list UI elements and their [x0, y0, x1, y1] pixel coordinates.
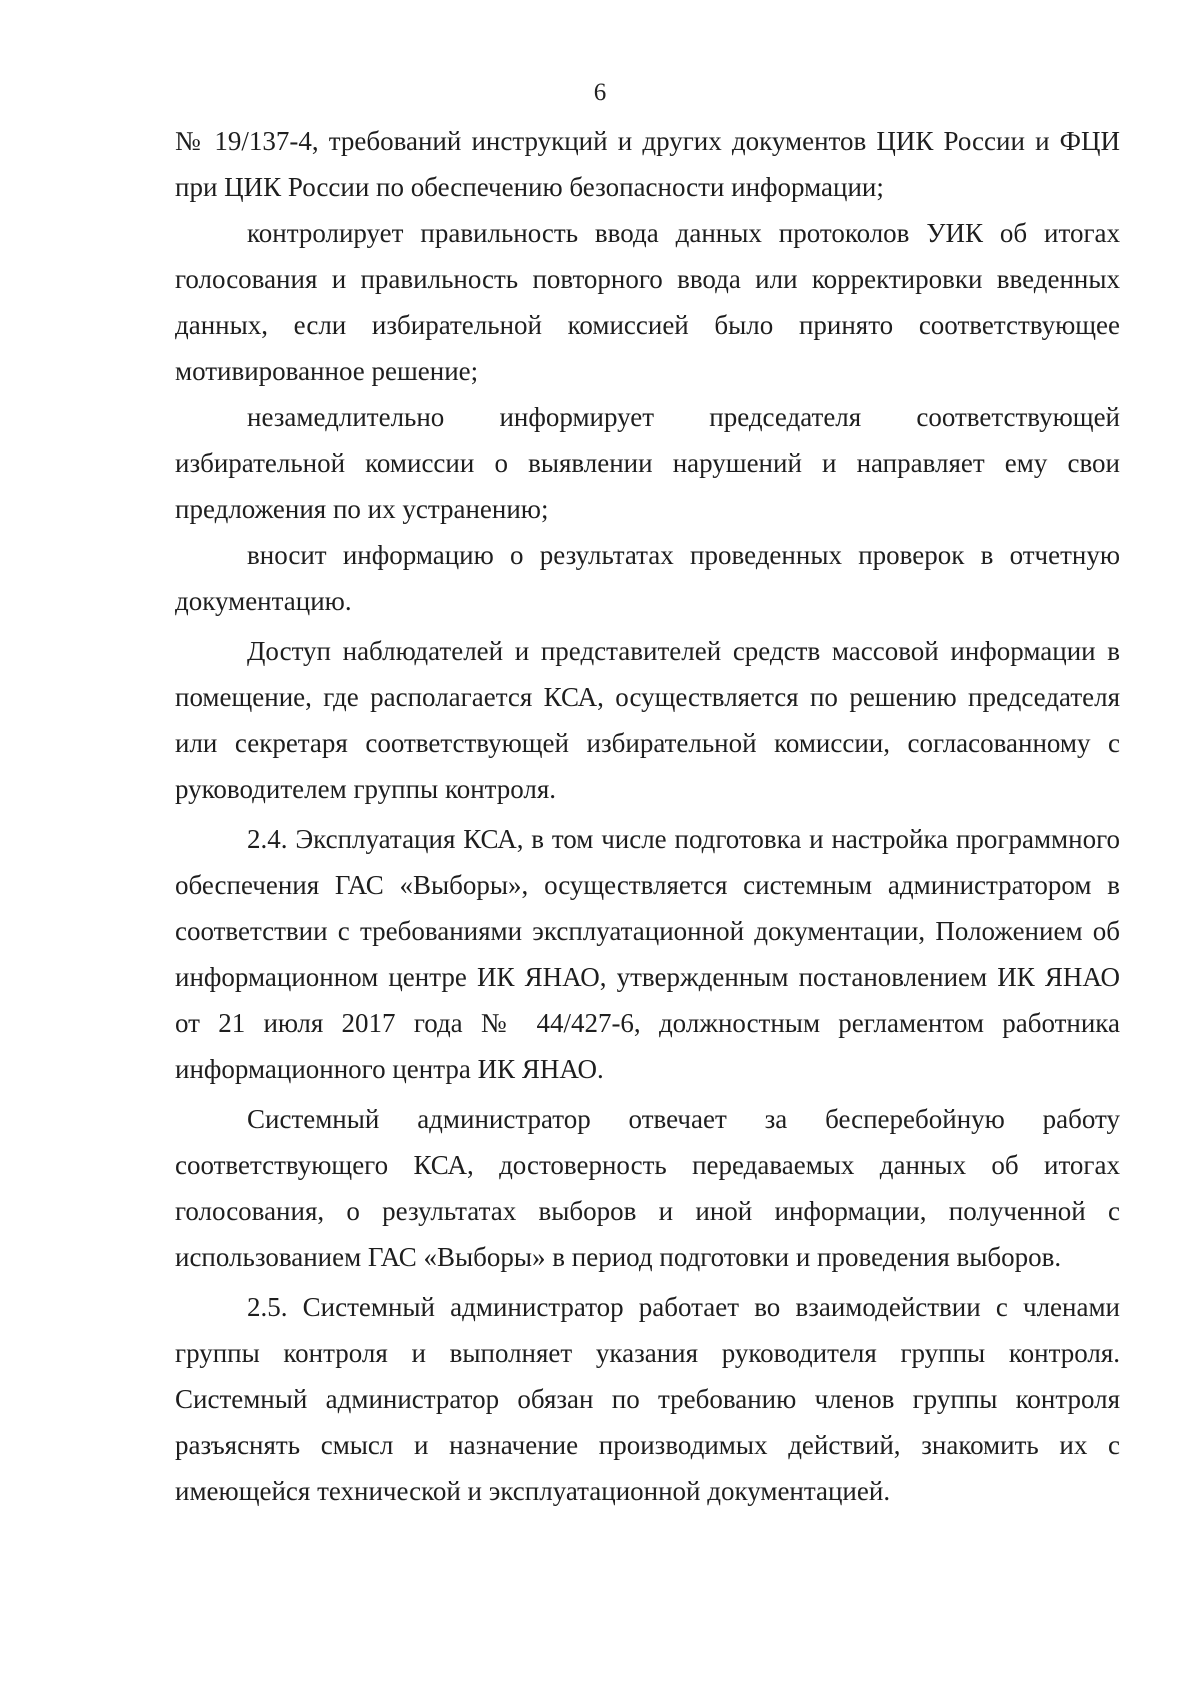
paragraph-section-2-5: 2.5. Системный администратор работает во взаимодействии с членами группы контроля и выполняет указания руководителя группы контроля. Системный администратор обязан по требованию членов группы контроля разъяснять смысл и назначение производимых действий, знакомить их с имеющейся технической и эксплуатационной документацией.: [175, 1292, 1120, 1506]
paragraph-admin-responsibility: Системный администратор отвечает за бесперебойную работу соответствующего КСА, достоверность передаваемых данных об итогах голосования, о результатах выборов и иной информации, полученной с использованием ГАС «Выборы» в период подготовки и проведения выборов.: [175, 1104, 1120, 1272]
paragraph-section-2-4: 2.4. Эксплуатация КСА, в том числе подготовка и настройка программного обеспечения ГАС «Выборы», осуществляется системным администратором в соответствии с требованиями эксплуатационной документации, Положением об информационном центре ИК ЯНАО, утвержденным постановлением ИК ЯНАО от 21 июля 2017 года № 44/427-6, должностным регламентом работника информационного центра ИК ЯНАО.: [175, 824, 1120, 1084]
paragraph-continuation: № 19/137-4, требований инструкций и других документов ЦИК России и ФЦИ при ЦИК России по обеспечению безопасности информации;: [175, 126, 1120, 202]
paragraph-violation-notice: незамедлительно информирует председателя соответствующей избирательной комиссии о выявлении нарушений и направляет ему свои предложения по их устранению;: [175, 402, 1120, 524]
paragraph-report-records: вносит информацию о результатах проведенных проверок в отчетную документацию.: [175, 540, 1120, 616]
page-number: 6: [593, 79, 607, 106]
document-body: [175, 118, 1120, 1514]
paragraph-input-control: контролирует правильность ввода данных протоколов УИК об итогах голосования и правильность повторного ввода или корректировки введенных данных, если избирательной комиссией было принято соответствующее мотивированное решение;: [175, 218, 1120, 386]
paragraph-observer-access: Доступ наблюдателей и представителей средств массовой информации в помещение, где располагается КСА, осуществляется по решению председателя или секретаря соответствующей избирательной комиссии, согласованному с руководителем группы контроля.: [175, 636, 1120, 804]
